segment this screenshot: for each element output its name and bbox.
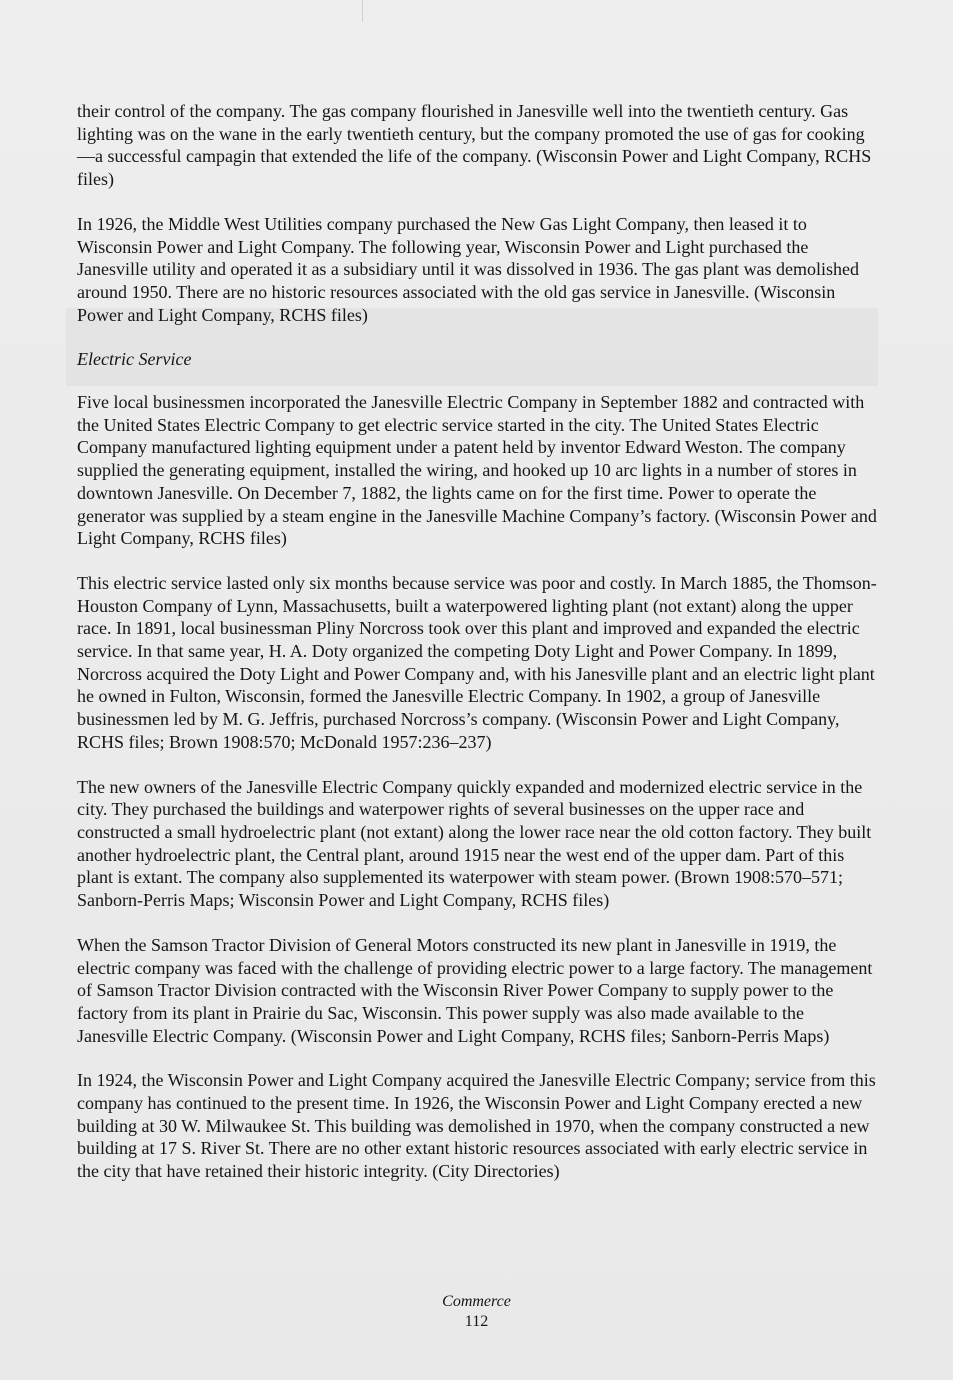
- paragraph-gas-company-control: their control of the company. The gas company flourished in Janesville well into the twentieth century. Gas lighting was on the wane in the early twentieth century, but the company promoted the use of gas for cooking—a successful campagin that extended the life of the company. (Wisconsin Power and Light Company, RCHS files): [77, 101, 872, 190]
- footer-section-name: Commerce: [442, 1293, 511, 1310]
- paragraph-middle-west-utilities: In 1926, the Middle West Utilities company purchased the New Gas Light Company, then leased it to Wisconsin Power and Light Company. The following year, Wisconsin Power and Light purchased the Janesville utility and operated it as a subsidiary until it was dissolved in 1936. The gas plant was demolished around 1950. There are no historic resources associated with the old gas service in Janesville. (Wisconsin Power and Light Company, RCHS files): [77, 213, 860, 325]
- page-body: [77, 100, 877, 1205]
- page-number: 112: [464, 1313, 489, 1330]
- section-heading-electric-service: Electric Service: [77, 349, 192, 370]
- paragraph-janesville-electric-company: Five local businessmen incorporated the Janesville Electric Company in September 1882 and contracted with the United States Electric Company to get electric service started in the city. The United States Electric Company manufactured lighting equipment under a patent held by inventor Edward Weston. The company supplied the generating equipment, installed the wiring, and hooked up 10 arc lights in a number of stores in downtown Janesville. On December 7, 1882, the lights came on for the first time. Power to operate the generator was supplied by a steam engine in the Janesville Machine Company’s factory. (Wisconsin Power and Light Company, RCHS files): [77, 392, 877, 549]
- paragraph-new-owners: The new owners of the Janesville Electric Company quickly expanded and modernized electric service in the city. They purchased the buildings and waterpower rights of several businesses on the upper race and constructed a small hydroelectric plant (not extant) along the lower race near the old cotton factory. They built another hydroelectric plant, the Central plant, around 1915 near the west end of the upper dam. Part of this plant is extant. The company also supplemented its waterpower with steam power. (Brown 1908:570–571; Sanborn-Perris Maps; Wisconsin Power and Light Company, RCHS files): [77, 776, 872, 911]
- paragraph-wisconsin-power-acquisition: In 1924, the Wisconsin Power and Light Company acquired the Janesville Electric Company; service from this company has continued to the present time. In 1926, the Wisconsin Power and Light Company erected a new building at 30 W. Milwaukee St. This building was demolished in 1970, when the company constructed a new building at 17 S. River St. There are no other extant historic resources associated with early electric service in the city that have retained their historic integrity. (City Directories): [77, 1070, 876, 1182]
- paragraph-thomson-houston: This electric service lasted only six months because service was poor and costly. In March 1885, the Thomson-Houston Company of Lynn, Massachusetts, built a waterpowered lighting plant (not extant) along the upper race. In 1891, local businessman Pliny Norcross took over this plant and improved and expanded the electric service. In that same year, H. A. Doty organized the competing Doty Light and Power Company. In 1899, Norcross acquired the Doty Light and Power Company and, with his Janesville plant and an electric light plant he owned in Fulton, Wisconsin, formed the Janesville Electric Company. In 1902, a group of Janesville businessmen led by M. G. Jeffris, purchased Norcross’s company. (Wisconsin Power and Light Company, RCHS files; Brown 1908:570; McDonald 1957:236–237): [77, 572, 877, 752]
- page-footer: [0, 1292, 953, 1332]
- scan-edge-line: [362, 0, 363, 22]
- paragraph-samson-tractor: When the Samson Tractor Division of General Motors constructed its new plant in Janesville in 1919, the electric company was faced with the challenge of providing electric power to a large factory. The management of Samson Tractor Division contracted with the Wisconsin River Power Company to supply power to the factory from its plant in Prairie du Sac, Wisconsin. This power supply was also made available to the Janesville Electric Company. (Wisconsin Power and Light Company, RCHS files; Sanborn-Perris Maps): [77, 934, 873, 1046]
